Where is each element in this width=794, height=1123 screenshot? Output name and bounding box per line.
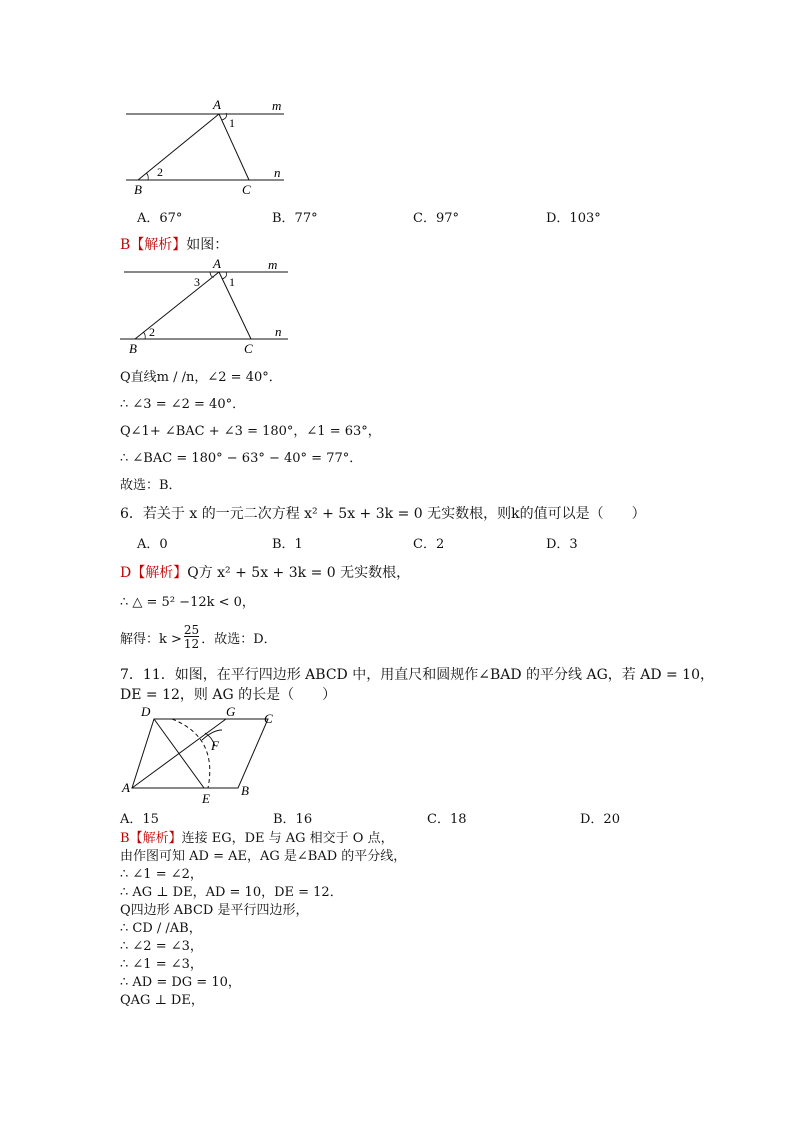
answer-text: 如图： xyxy=(186,237,229,253)
q7-stem-line-2: DE = 12，则 AG 的长是（ ） xyxy=(120,687,337,703)
solve-prefix: 解得：k > xyxy=(120,631,182,647)
q7-step-9: QAG ⊥ DE， xyxy=(120,993,204,1008)
q7-step-3: ∴ AG ⊥ DE，AD = 10，DE = 12． xyxy=(120,885,343,900)
q7-step-8: ∴ AD = DG = 10， xyxy=(120,975,241,990)
fraction-numerator: 25 xyxy=(183,623,200,637)
q5-step-4: ∴ ∠BAC = 180° − 63° − 40° = 77°． xyxy=(120,451,363,466)
label-C: C xyxy=(244,341,253,356)
answer-tag: 【解析】 xyxy=(129,831,182,846)
q6-answer-line xyxy=(120,562,410,582)
label-A: A xyxy=(213,256,221,271)
answer-letter: B xyxy=(120,237,131,253)
q6-option-c: C．2 xyxy=(413,537,445,552)
q5-step-2: ∴ ∠3 = ∠2 = 40°． xyxy=(120,397,246,412)
q7-step-1: 由作图可知 AD = AE，AG 是∠BAD 的平分线， xyxy=(120,849,407,864)
label-n: n xyxy=(274,165,281,180)
label-m: m xyxy=(268,257,278,272)
label-A: A xyxy=(213,97,221,112)
q7-option-c: C．18 xyxy=(427,812,467,827)
label-C: C xyxy=(264,711,273,726)
q6-option-a: A．0 xyxy=(137,537,168,552)
fraction-denominator: 12 xyxy=(183,637,200,651)
answer-letter: B xyxy=(120,831,130,846)
label-n: n xyxy=(275,324,282,339)
answer-text: Q方 x² + 5x + 3k = 0 无实数根， xyxy=(187,565,411,581)
label-angle-1: 1 xyxy=(229,116,235,130)
q5-option-c: C．97° xyxy=(413,211,459,226)
q5-step-5: 故选：B． xyxy=(120,478,182,493)
q7-step-2: ∴ ∠1 = ∠2， xyxy=(120,867,203,882)
q6-option-b: B．1 xyxy=(272,537,303,552)
label-F: F xyxy=(211,738,219,753)
fraction-25-12 xyxy=(184,624,199,650)
q5-step-1: Q直线m / /n，∠2 = 40°． xyxy=(120,370,282,385)
label-C: C xyxy=(242,182,251,197)
label-B: B xyxy=(134,182,142,197)
q5-option-d: D．103° xyxy=(546,211,601,226)
solve-suffix: ．故选：D． xyxy=(201,631,277,647)
q7-stem-line-1: 7．11．如图，在平行四边形 ABCD 中，用直尺和圆规作∠BAD 的平分线 AG，若 AD = 10， xyxy=(120,667,714,683)
label-B: B xyxy=(129,341,137,356)
figure-parallel-lines-2 xyxy=(118,256,298,358)
q5-option-a: A．67° xyxy=(137,211,183,226)
label-m: m xyxy=(272,98,282,113)
q5-answer-line xyxy=(120,234,228,254)
label-angle-3: 3 xyxy=(194,275,200,289)
answer-tag: 【解析】 xyxy=(130,237,187,253)
label-angle-1: 1 xyxy=(229,275,235,289)
q7-step-4: Q四边形 ABCD 是平行四边形， xyxy=(120,903,309,918)
label-E: E xyxy=(202,791,210,806)
q6-solution xyxy=(120,620,277,654)
answer-tag: 【解析】 xyxy=(131,565,188,581)
label-B: B xyxy=(241,783,249,798)
q6-stem: 6．若关于 x 的一元二次方程 x² + 5x + 3k = 0 无实数根，则k的值可以是（ ） xyxy=(120,506,646,522)
q7-option-b: B．16 xyxy=(273,812,313,827)
q5-step-3: Q∠1+ ∠BAC + ∠3 = 180°，∠1 = 63°， xyxy=(120,424,381,439)
q7-step-6: ∴ ∠2 = ∠3， xyxy=(120,939,203,954)
label-angle-2: 2 xyxy=(149,325,155,339)
q7-step-7: ∴ ∠1 = ∠3， xyxy=(120,957,203,972)
figure-parallelogram xyxy=(118,702,288,806)
q5-option-b: B．77° xyxy=(272,211,318,226)
figure-parallel-lines-1 xyxy=(118,96,298,198)
q7-option-d: D．20 xyxy=(580,812,620,827)
q7-answer-line xyxy=(120,827,394,846)
answer-letter: D xyxy=(120,565,132,581)
label-G: G xyxy=(226,704,236,719)
label-A: A xyxy=(122,780,130,795)
q7-option-a: A．15 xyxy=(120,812,159,827)
q6-step-1: ∴ △ = 5² −12k < 0， xyxy=(120,595,255,610)
answer-text: 连接 EG，DE 与 AG 相交于 O 点， xyxy=(181,831,394,846)
q7-step-5: ∴ CD / /AB， xyxy=(120,921,202,936)
label-angle-2: 2 xyxy=(157,165,163,179)
label-D: D xyxy=(141,704,151,719)
q6-option-d: D．3 xyxy=(546,537,578,552)
